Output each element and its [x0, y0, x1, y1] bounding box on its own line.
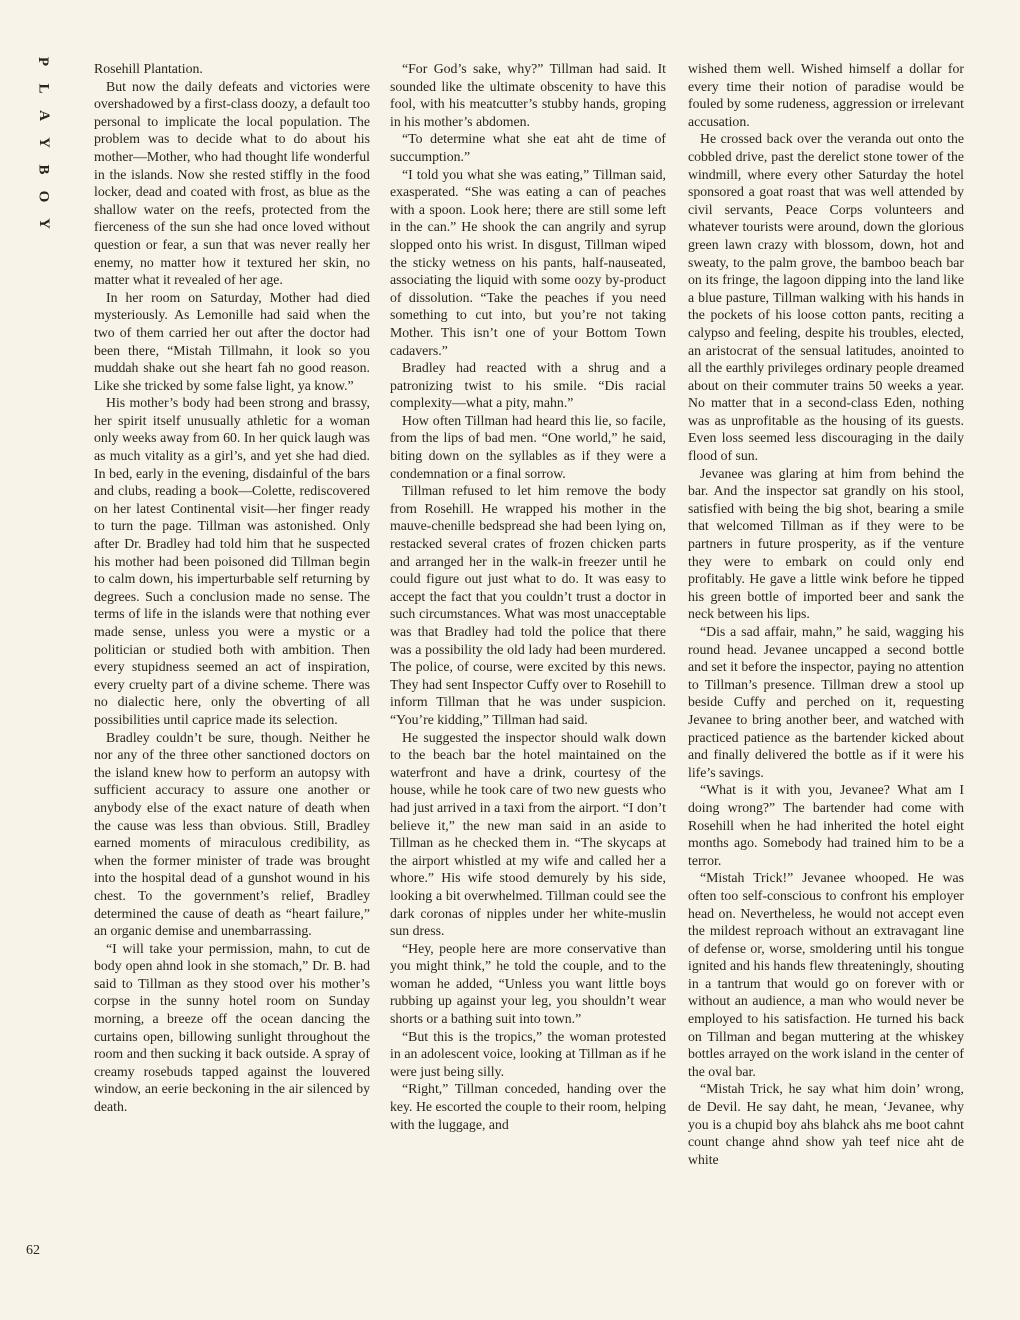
paragraph: “But this is the tropics,” the woman protested in an adolescent voice, looking at Tillman as if he were just being silly. [390, 1028, 666, 1079]
magazine-masthead [30, 48, 56, 237]
paragraph: Rosehill Plantation. [94, 61, 203, 76]
paragraph: Bradley had reacted with a shrug and a patronizing twist to his smile. “Dis racial complexity—what a pity, mahn.” [390, 360, 666, 411]
text-column-1 [94, 60, 370, 1116]
paragraph: “What is it with you, Jevanee? What am I doing wrong?” The bartender had come with Rosehill when he had inherited the hotel eight months ago. Somebody had trained him to be a terror. [688, 782, 964, 868]
masthead-letter: B [35, 164, 52, 175]
text-column-2 [390, 60, 666, 1133]
page-number: 62 [26, 1243, 40, 1258]
paragraph: “To determine what she eat aht de time of succumption.” [390, 131, 666, 164]
paragraph: wished them well. Wished himself a dollar for every time their notion of paradise would be fouled by some rudeness, aggression or irrelevant accusation. [688, 61, 964, 129]
paragraph: “Right,” Tillman conceded, handing over the key. He escorted the couple to their room, helping with the luggage, and [390, 1081, 666, 1132]
paragraph: Jevanee was glaring at him from behind the bar. And the inspector sat grandly on his stool, satisfied with being the big shot, bearing a smile that welcomed Tillman as if they were to be partners in future prosperity, as if the venture they were to embark on could only end profitably. He gave a little wink before he tipped his green bottle of imported beer and sank the neck between his lips. [688, 465, 964, 622]
paragraph: In her room on Saturday, Mother had died mysteriously. As Lemonille had said when the two of them carried her out after the doctor had been there, “Mistah Tillmahn, it look so you muddah shake out she heart fah no good reason. Like she tricked by some false light, ya know.” [94, 289, 370, 393]
paragraph: How often Tillman had heard this lie, so facile, from the lips of bad men. “One world,” he said, biting down on the syllables as if they were a condemnation or a final sorrow. [390, 412, 666, 481]
paragraph: “For God’s sake, why?” Tillman had said. It sounded like the ultimate obscenity to have this fool, with his meatcutter’s stubby hands, groping in his mother’s abdomen. [390, 61, 666, 129]
paragraph: He crossed back over the veranda out onto the cobbled drive, past the derelict stone tower of the windmill, where every other Saturday the hotel sponsored a goat roast that was well attended by civil servants, Peace Corps volunteers and whatever tourists were around, down the glorious green lawn crazy with blossom, down, hot and sweaty, to the palm grove, the bamboo beach bar on its fringe, the lagoon dipping into the land like a blue pasture, Tillman walking with his hands in the pockets of his loose cotton pants, reciting a calypso and feeling, despite his troubles, elected, an aristocrat of the sensual latitudes, anointed to all the earthly privileges ordinary people dreamed about on their commuter trains 50 weeks a year. No matter that in a second-class Eden, nothing was as unprofitable as the housing of its guests. Even loss seemed less discouraging in the daily flood of sun. [688, 131, 964, 464]
masthead-letter: L [35, 83, 52, 94]
paragraph: “Dis a sad affair, mahn,” he said, wagging his round head. Jevanee uncapped a second bottle and set it before the inspector, paying no attention to Tillman’s presence. Tillman drew a stool up beside Cuffy and perched on it, requesting Jevanee to bring another beer, and watched with practiced patience as the bartender kicked about and finally delivered the bottle as if it were his life’s savings. [688, 624, 964, 780]
masthead-letter: O [35, 190, 52, 203]
paragraph: “Mistah Trick!” Jevanee whooped. He was often too self-conscious to confront his employer head on. Nevertheless, he would not accept even the mildest reproach without an extravagant line of defense or, worse, smoldering until his tongue ignited and his hands flew threateningly, shouting in a tantrum that would go on forever with or without an audience, a man who would never be employed to his satisfaction. He turned his back on Tillman and began muttering at the whiskey bottles arrayed on the work island in the center of the oval bar. [688, 870, 964, 1079]
paragraph: “I told you what she was eating,” Tillman said, exasperated. “She was eating a can of peaches with a spoon. Look here; there are still some left in the can.” He shook the can angrily and syrup slopped onto his wrist. In disgust, Tillman wiped the sticky wetness on his pants, half-nauseated, associating the liquid with some oozy by-product of dissolution. “Take the peaches if you need something to cut into, but you’re not taking Mother. This isn’t one of your Bottom Town cadavers.” [390, 166, 666, 358]
paragraph: “I will take your permission, mahn, to cut de body open ahnd look in she stomach,” Dr. B. had said to Tillman as they stood over his mother’s corpse in the sunny hotel room on Sunday morning, a breeze off the ocean dancing the curtains open, billowing sunlight throughout the room and then sucking it back outside. A spray of creamy rosebuds tapped against the louvered window, an eerie beckoning in the air silenced by death. [94, 940, 370, 1115]
text-column-3 [688, 60, 964, 1168]
masthead-letter: P [35, 56, 52, 67]
paragraph: But now the daily defeats and victories were overshadowed by a first-class doozy, a default too personal to implicate the local population. The problem was to decide what to do about his mother—Mother, who had thought life wonderful in the islands. Now she rested stiffly in the food locker, dead and coated with frost, as blue as the shallow water on the reefs, protected from the fierceness of the sun she had once loved without question or fear, a sun that was never really her enemy, no matter how it textured her skin, no matter what it revealed of her age. [94, 78, 370, 288]
paragraph: “Hey, people here are more conservative than you might think,” he told the couple, and to the woman he added, “Unless you want little boys rubbing up against your leg, you shouldn’t wear shorts or a bathing suit into town.” [390, 940, 666, 1027]
paragraph: Bradley couldn’t be sure, though. Neither he nor any of the three other sanctioned doctors on the island knew how to perform an autopsy with sufficient accuracy to assure one another or anybody else of the exact nature of death when the cause was less than obvious. Still, Bradley earned moments of miraculous credibility, as when the former minister of trade was brought into the hospital dead of a gunshot wound in his chest. To the government’s relief, Bradley determined the cause of death as “heart failure,” an organic demise and unembarrassing. [94, 729, 370, 939]
masthead-letter: Y [35, 137, 52, 148]
paragraph: “Mistah Trick, he say what him doin’ wrong, de Devil. He say daht, he mean, ‘Jevanee, why you is a chupid boy ahs blahck ahs me boot cahnt count change ahnd show yah teef nice aht de white [688, 1081, 964, 1167]
masthead-letter: A [35, 110, 52, 121]
paragraph: His mother’s body had been strong and brassy, her spirit itself unusually athletic for a woman only weeks away from 60. In her quick laugh was as much vitality as a girl’s, and yet she had died. In bed, early in the evening, disdainful of the bars and clubs, reading a book—Colette, rediscovered on her latest Continental visit—her finger ready to turn the page. Tillman was astonished. Only after Dr. Bradley had told him that he suspected his mother had been poisoned did Tillman begin to calm down, his imperturbable self returning by degrees. Such a conclusion made no sense. The terms of life in the islands were that nothing ever made sense, unless you were a mystic or a politician or studied both with ambition. Then every stupidness seemed an act of inspiration, every cruelty part of a divine scheme. There was no dialectic here, only the obverting of all possibilities until caprice made its selection. [94, 395, 370, 727]
paragraph: Tillman refused to let him remove the body from Rosehill. He wrapped his mother in the mauve-chenille bedspread she had been lying on, restacked several crates of frozen chicken parts and arranged her in the walk-in freezer until he could figure out just what to do. It was easy to accept the fact that you couldn’t trust a doctor in such circumstances. What was most unacceptable was that Bradley had told the police that there was a possibility the old lady had been murdered. The police, of course, were excited by this news. They had sent Inspector Cuffy over to Rosehill to inform Tillman that he was under suspicion. “You’re kidding,” Tillman had said. [390, 483, 666, 727]
paragraph: He suggested the inspector should walk down to the beach bar the hotel maintained on the waterfront and have a drink, courtesy of the house, while he took care of two new guests who had just arrived in a taxi from the airport. “I don’t believe it,” the new man said in an aside to Tillman as he checked them in. “The skycaps at the airport whistled at my wife and called her a whore.” His wife stood demurely by his side, looking a bit overwhelmed. Tillman could see the dark coronas of nipples under her white-muslin sun dress. [390, 729, 666, 939]
masthead-letter: Y [35, 218, 52, 229]
